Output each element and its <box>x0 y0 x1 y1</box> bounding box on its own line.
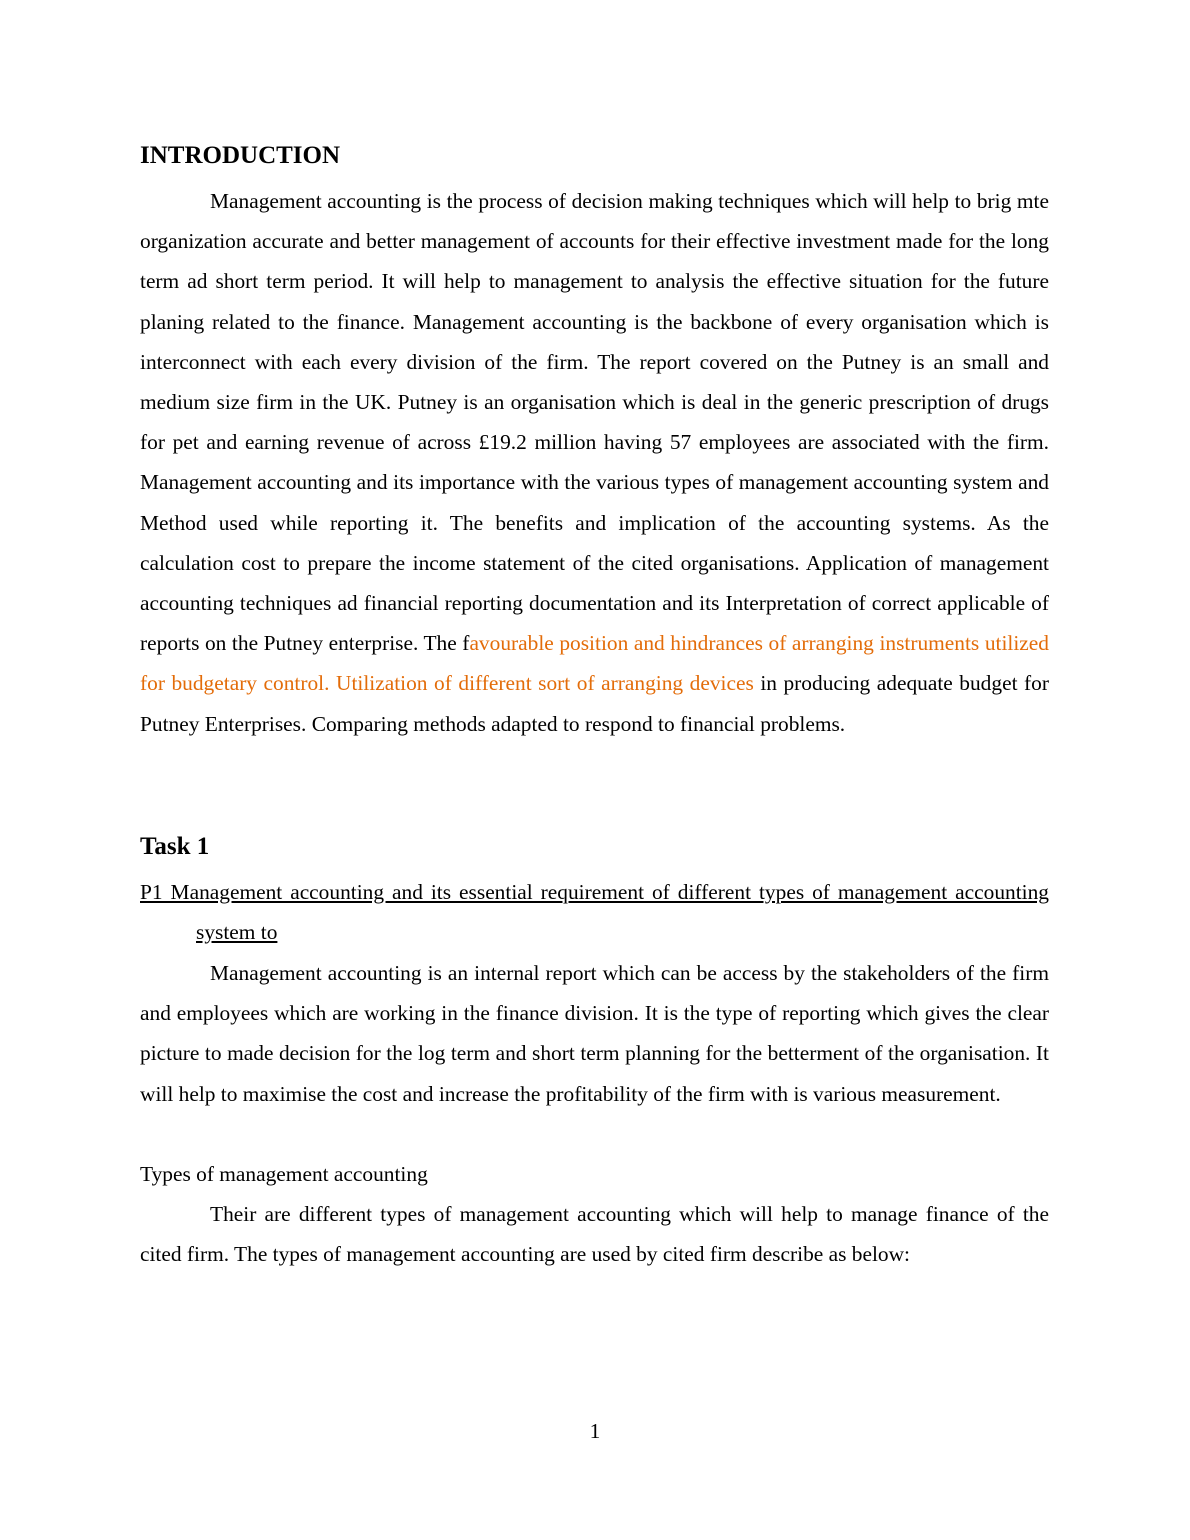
introduction-text-end: in producing adequate budget for Putney Enterprises. Comparing methods adapted to respond to financial problems. <box>140 671 1049 736</box>
page-number: 1 <box>589 1419 601 1443</box>
task1-heading: Task 1 <box>140 833 210 860</box>
types-paragraph: Their are different types of management accounting which will help to manage finance of the cited firm. The types of management accounting are used by cited firm describe as below: <box>140 1202 1049 1267</box>
introduction-text-start: Management accounting is the process of decision making techniques which will help to brig mte organization accurate and better management of accounts for their effective investment made for the long term ad short term period. It will help to management to analysis the effective situation for the future planing related to the finance. Management accounting is the backbone of every organisation which is interconnect with each every division of the firm. The report covered on the Putney is an small and medium size firm in the UK. Putney is an organisation which is deal in the generic prescription of drugs for pet and earning revenue of across £19.2 million having 57 employees are associated with the firm. Management accounting and its importance with the various types of management accounting system and Method used while reporting it. The benefits and implication of the accounting systems. As the calculation cost to prepare the income statement of the cited organisations. Application of management accounting techniques ad financial reporting documentation and its Interpretation of correct applicable of reports on the Putney enterprise. The f <box>140 189 1049 656</box>
task1-subheading: P1 Management accounting and its essential requirement of different types of management accounting system to <box>140 880 1049 945</box>
document-page <box>140 0 1049 1540</box>
introduction-paragraph <box>140 181 1049 744</box>
introduction-highlighted-text: avourable position and hindrances of arranging instruments utilized for budgetary control. Utilization of different sort of arranging devices <box>140 631 1049 696</box>
introduction-heading: INTRODUCTION <box>140 142 341 169</box>
types-label: Types of management accounting <box>140 1162 428 1186</box>
task1-paragraph: Management accounting is an internal report which can be access by the stakeholders of the firm and employees which are working in the finance division. It is the type of reporting which gives the clear picture to made decision for the log term and short term planning for the betterment of the organisation. It will help to maximise the cost and increase the profitability of the firm with is various measurement. <box>140 961 1049 1106</box>
